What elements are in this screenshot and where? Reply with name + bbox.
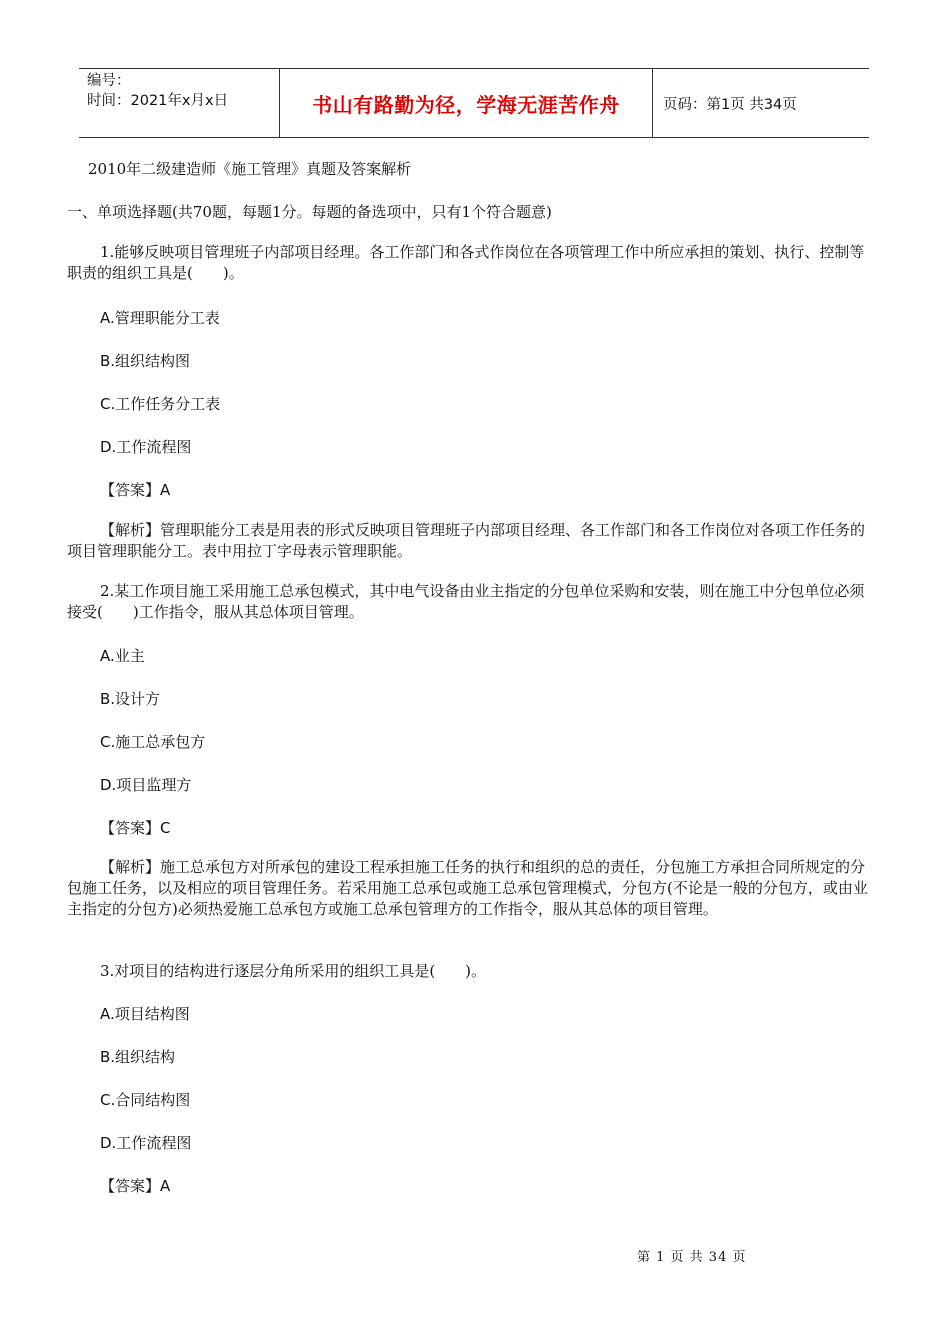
option: C.合同结构图 — [100, 1091, 191, 1109]
answer: 【答案】A — [100, 481, 171, 499]
option: D.工作流程图 — [100, 1134, 192, 1152]
question-stem: 2.某工作项目施工采用施工总承包模式，其中电气设备由业主指定的分包单位采购和安装，则在施工中分包单位必须接受( )工作指令，服从其总体项目管理。 — [67, 582, 865, 621]
option: D.项目监理方 — [100, 776, 192, 794]
option: D.工作流程图 — [100, 438, 192, 456]
option: B.组织结构 — [100, 1048, 176, 1066]
header-page-info: 页码：第1页 共34页 — [663, 96, 797, 113]
header-motto-cell — [280, 69, 653, 137]
option: C.工作任务分工表 — [100, 395, 221, 413]
option: A.项目结构图 — [100, 1005, 190, 1023]
option: B.组织结构图 — [100, 352, 191, 370]
option: A.业主 — [100, 647, 145, 665]
header-meta — [79, 69, 280, 137]
option: B.设计方 — [100, 690, 161, 708]
option: A.管理职能分工表 — [100, 309, 220, 327]
doc-title: 2010年二级建造师《施工管理》真题及答案解析 — [88, 160, 412, 178]
time-label: 时间：2021年x月x日 — [87, 93, 229, 109]
question-stem: 3.对项目的结构进行逐层分角所采用的组织工具是( )。 — [100, 962, 487, 980]
analysis: 【解析】管理职能分工表是用表的形式反映项目管理班子内部项目经理、各工作部门和各工作岗位对各项工作任务的项目管理职能分工。表中用拉丁字母表示管理职能。 — [67, 521, 866, 560]
page-footer: 第 1 页 共 34 页 — [637, 1250, 747, 1265]
analysis: 【解析】施工总承包方对所承包的建设工程承担施工任务的执行和组织的总的责任，分包施工方承担合同所规定的分包施工任务，以及相应的项目管理任务。若采用施工总承包或施工总承包管理模式，分包方(不论是一般的分包方，或由业主指定的分包方)必须热爱施工总承包方或施工总承包管理方的工作指令，服从其总体的项目管理。 — [67, 858, 868, 918]
question-stem: 1.能够反映项目管理班子内部项目经理。各工作部门和各式作岗位在各项管理工作中所应承担的策划、执行、控制等职责的组织工具是( )。 — [67, 243, 865, 282]
header-motto: 书山有路勤为径，学海无涯苦作舟 — [312, 92, 620, 117]
document-header — [79, 68, 869, 138]
answer: 【答案】C — [100, 819, 171, 837]
answer: 【答案】A — [100, 1177, 171, 1195]
number-label: 编号： — [87, 73, 131, 89]
option: C.施工总承包方 — [100, 733, 206, 751]
section-heading: 一、单项选择题(共70题，每题1分。每题的备选项中，只有1个符合题意) — [67, 203, 552, 221]
